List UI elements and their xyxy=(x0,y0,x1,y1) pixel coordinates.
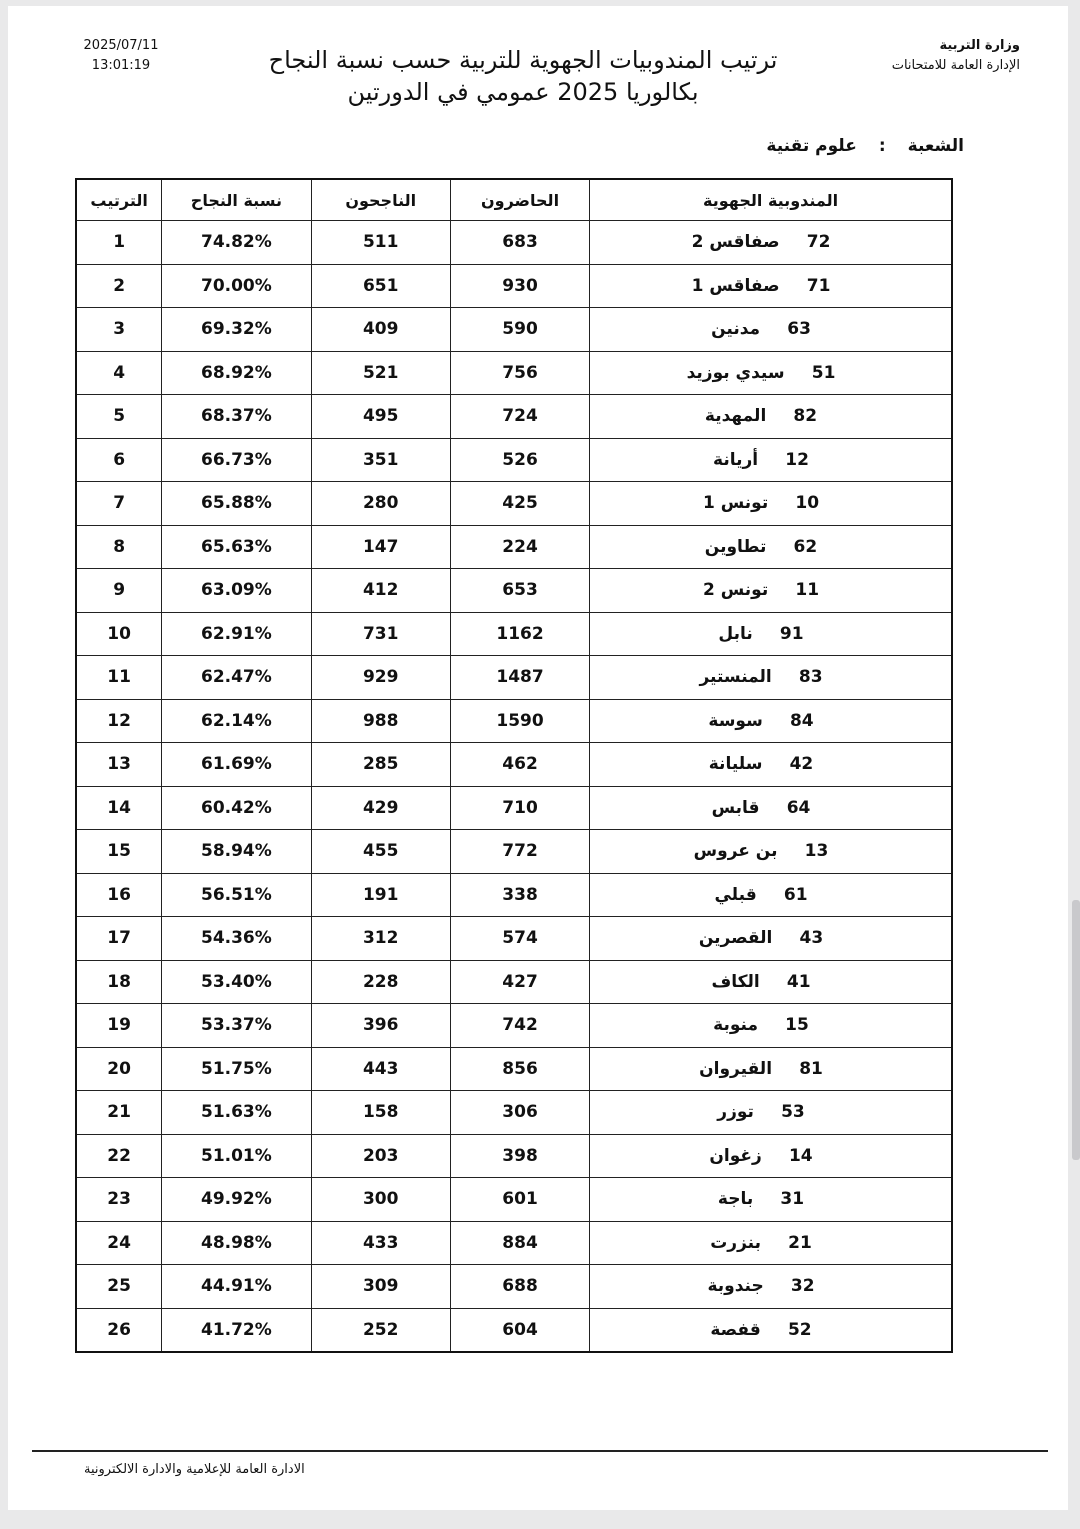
rank-cell: 26 xyxy=(76,1308,162,1352)
table-row xyxy=(76,743,952,787)
passed-cell: 731 xyxy=(311,612,450,656)
passed-cell: 429 xyxy=(311,786,450,830)
rank-cell: 20 xyxy=(76,1047,162,1091)
passed-cell: 988 xyxy=(311,699,450,743)
present-cell: 653 xyxy=(450,569,589,613)
table-row xyxy=(76,1134,952,1178)
table-row xyxy=(76,1047,952,1091)
print-timestamp xyxy=(66,36,176,76)
footer-text: الادارة العامة للإعلامية والادارة الالكترونية xyxy=(84,1462,305,1477)
table-row xyxy=(76,960,952,1004)
region-code: 72 xyxy=(806,232,831,253)
passed-cell: 158 xyxy=(311,1091,450,1135)
table-row xyxy=(76,1004,952,1048)
rate-cell: 68.37% xyxy=(162,395,311,439)
document-title xyxy=(178,44,868,108)
region-code: 51 xyxy=(811,362,836,383)
table-row xyxy=(76,1308,952,1352)
branch-separator: : xyxy=(878,136,886,156)
present-cell: 526 xyxy=(450,438,589,482)
region-cell xyxy=(590,221,952,265)
present-cell: 772 xyxy=(450,830,589,874)
rank-cell: 5 xyxy=(76,395,162,439)
rate-cell: 41.72% xyxy=(162,1308,311,1352)
region-code: 81 xyxy=(799,1058,823,1079)
ministry-name: وزارة التربية xyxy=(939,38,1020,53)
table-row xyxy=(76,395,952,439)
table-row xyxy=(76,438,952,482)
region-code: 32 xyxy=(790,1276,815,1297)
table-row xyxy=(76,308,952,352)
region-cell xyxy=(590,308,952,352)
region-name: تطاوين xyxy=(704,536,767,557)
table-row xyxy=(76,351,952,395)
table-row xyxy=(76,873,952,917)
title-line-1: ترتيب المندوبيات الجهوية للتربية حسب نسبة النجاح xyxy=(268,46,778,74)
region-name: صفاقس 2 xyxy=(691,232,780,253)
region-code: 12 xyxy=(785,449,809,470)
rate-cell: 48.98% xyxy=(162,1221,311,1265)
print-time: 13:01:19 xyxy=(91,58,151,73)
region-name: تونس 1 xyxy=(702,493,769,514)
region-code: 61 xyxy=(783,884,808,905)
region-cell xyxy=(590,525,952,569)
region-cell xyxy=(590,873,952,917)
rate-cell: 44.91% xyxy=(162,1265,311,1309)
region-cell xyxy=(590,917,952,961)
region-code: 31 xyxy=(780,1189,805,1210)
rank-cell: 25 xyxy=(76,1265,162,1309)
region-code: 11 xyxy=(795,580,820,601)
region-name: المهدية xyxy=(704,406,767,427)
region-name: المنستير xyxy=(699,667,772,688)
rate-cell: 62.47% xyxy=(162,656,311,700)
passed-cell: 433 xyxy=(311,1221,450,1265)
issuer-block xyxy=(850,36,1020,76)
region-cell xyxy=(590,699,952,743)
present-cell: 462 xyxy=(450,743,589,787)
directorate-name: الإدارة العامة للامتحانات xyxy=(891,58,1020,73)
passed-cell: 285 xyxy=(311,743,450,787)
region-cell xyxy=(590,1134,952,1178)
table-row xyxy=(76,1178,952,1222)
region-code: 84 xyxy=(789,710,814,731)
rate-cell: 66.73% xyxy=(162,438,311,482)
passed-cell: 929 xyxy=(311,656,450,700)
region-cell xyxy=(590,656,952,700)
passed-cell: 300 xyxy=(311,1178,450,1222)
region-cell xyxy=(590,395,952,439)
rank-cell: 21 xyxy=(76,1091,162,1135)
passed-cell: 495 xyxy=(311,395,450,439)
rank-cell: 23 xyxy=(76,1178,162,1222)
region-cell xyxy=(590,264,952,308)
region-name: سليانة xyxy=(708,754,763,775)
region-cell xyxy=(590,786,952,830)
region-cell xyxy=(590,612,952,656)
rank-cell: 11 xyxy=(76,656,162,700)
passed-cell: 511 xyxy=(311,221,450,265)
passed-cell: 280 xyxy=(311,482,450,526)
region-name: توزر xyxy=(717,1102,754,1123)
region-cell xyxy=(590,960,952,1004)
col-rank-header: الترتيب xyxy=(76,179,162,221)
present-cell: 604 xyxy=(450,1308,589,1352)
region-code: 52 xyxy=(787,1319,812,1340)
region-name: تونس 2 xyxy=(702,580,769,601)
rank-cell: 3 xyxy=(76,308,162,352)
table-row xyxy=(76,264,952,308)
present-cell: 683 xyxy=(450,221,589,265)
rate-cell: 61.69% xyxy=(162,743,311,787)
region-code: 62 xyxy=(793,536,818,557)
present-cell: 425 xyxy=(450,482,589,526)
passed-cell: 228 xyxy=(311,960,450,1004)
present-cell: 398 xyxy=(450,1134,589,1178)
rate-cell: 65.63% xyxy=(162,525,311,569)
present-cell: 427 xyxy=(450,960,589,1004)
region-cell xyxy=(590,438,952,482)
rate-cell: 53.37% xyxy=(162,1004,311,1048)
region-cell xyxy=(590,830,952,874)
region-name: صفاقس 1 xyxy=(691,275,780,296)
rank-cell: 6 xyxy=(76,438,162,482)
passed-cell: 412 xyxy=(311,569,450,613)
rank-cell: 12 xyxy=(76,699,162,743)
region-name: الكاف xyxy=(711,971,760,992)
region-name: زغوان xyxy=(709,1145,762,1166)
passed-cell: 396 xyxy=(311,1004,450,1048)
region-name: القيروان xyxy=(699,1058,773,1079)
table-row xyxy=(76,525,952,569)
region-code: 82 xyxy=(793,406,818,427)
rate-cell: 68.92% xyxy=(162,351,311,395)
document-page xyxy=(8,6,1068,1510)
rate-cell: 51.01% xyxy=(162,1134,311,1178)
region-name: جندوبة xyxy=(707,1276,764,1297)
col-region-header: المندوبية الجهوية xyxy=(590,179,952,221)
rate-cell: 51.75% xyxy=(162,1047,311,1091)
rate-cell: 49.92% xyxy=(162,1178,311,1222)
region-name: قفصة xyxy=(710,1319,761,1340)
table-row xyxy=(76,656,952,700)
present-cell: 338 xyxy=(450,873,589,917)
rank-cell: 14 xyxy=(76,786,162,830)
footer-divider xyxy=(32,1450,1048,1452)
present-cell: 710 xyxy=(450,786,589,830)
region-name: سيدي بوزيد xyxy=(686,362,785,383)
region-name: بنزرت xyxy=(710,1232,761,1253)
region-name: أريانة xyxy=(713,449,759,470)
rank-cell: 2 xyxy=(76,264,162,308)
rate-cell: 51.63% xyxy=(162,1091,311,1135)
title-line-2: بكالوريا 2025 عمومي في الدورتين xyxy=(347,78,699,106)
rate-cell: 74.82% xyxy=(162,221,311,265)
col-passed-header: الناجحون xyxy=(311,179,450,221)
rank-cell: 18 xyxy=(76,960,162,1004)
region-name: قبلي xyxy=(714,884,757,905)
passed-cell: 651 xyxy=(311,264,450,308)
rate-cell: 58.94% xyxy=(162,830,311,874)
present-cell: 601 xyxy=(450,1178,589,1222)
rank-cell: 8 xyxy=(76,525,162,569)
present-cell: 884 xyxy=(450,1221,589,1265)
branch-label: الشعبة xyxy=(907,136,964,156)
rate-cell: 63.09% xyxy=(162,569,311,613)
region-code: 43 xyxy=(799,928,824,949)
rank-cell: 22 xyxy=(76,1134,162,1178)
rank-cell: 17 xyxy=(76,917,162,961)
region-cell xyxy=(590,482,952,526)
region-code: 53 xyxy=(781,1102,805,1123)
table-row xyxy=(76,221,952,265)
passed-cell: 309 xyxy=(311,1265,450,1309)
present-cell: 574 xyxy=(450,917,589,961)
present-cell: 224 xyxy=(450,525,589,569)
region-name: نابل xyxy=(718,623,753,644)
present-cell: 756 xyxy=(450,351,589,395)
passed-cell: 443 xyxy=(311,1047,450,1091)
region-code: 10 xyxy=(795,493,820,514)
rate-cell: 53.40% xyxy=(162,960,311,1004)
rank-cell: 15 xyxy=(76,830,162,874)
table-row xyxy=(76,917,952,961)
table-row xyxy=(76,612,952,656)
table-row xyxy=(76,1221,952,1265)
table-row xyxy=(76,1265,952,1309)
rank-cell: 9 xyxy=(76,569,162,613)
table-row xyxy=(76,569,952,613)
rate-cell: 70.00% xyxy=(162,264,311,308)
rank-cell: 10 xyxy=(76,612,162,656)
table-body xyxy=(76,221,952,1353)
rate-cell: 69.32% xyxy=(162,308,311,352)
region-code: 21 xyxy=(788,1232,812,1253)
present-cell: 856 xyxy=(450,1047,589,1091)
region-name: باجة xyxy=(717,1189,754,1210)
passed-cell: 409 xyxy=(311,308,450,352)
present-cell: 1487 xyxy=(450,656,589,700)
rate-cell: 62.91% xyxy=(162,612,311,656)
rank-cell: 19 xyxy=(76,1004,162,1048)
region-cell xyxy=(590,1004,952,1048)
present-cell: 742 xyxy=(450,1004,589,1048)
region-name: بن عروس xyxy=(693,841,778,862)
table-row xyxy=(76,830,952,874)
passed-cell: 203 xyxy=(311,1134,450,1178)
present-cell: 1162 xyxy=(450,612,589,656)
rank-cell: 16 xyxy=(76,873,162,917)
passed-cell: 191 xyxy=(311,873,450,917)
rate-cell: 54.36% xyxy=(162,917,311,961)
region-name: قابس xyxy=(711,797,760,818)
rank-cell: 1 xyxy=(76,221,162,265)
branch-value: علوم تقنية xyxy=(766,136,857,156)
table-row xyxy=(76,1091,952,1135)
region-code: 83 xyxy=(798,667,823,688)
ranking-table xyxy=(75,178,953,1353)
region-name: سوسة xyxy=(708,710,763,731)
region-cell xyxy=(590,743,952,787)
rank-cell: 4 xyxy=(76,351,162,395)
region-name: منوبة xyxy=(713,1015,758,1036)
region-code: 71 xyxy=(806,275,831,296)
region-code: 13 xyxy=(804,841,829,862)
rate-cell: 65.88% xyxy=(162,482,311,526)
col-present-header: الحاضرون xyxy=(450,179,589,221)
passed-cell: 252 xyxy=(311,1308,450,1352)
region-cell xyxy=(590,1308,952,1352)
passed-cell: 147 xyxy=(311,525,450,569)
region-code: 63 xyxy=(787,319,811,340)
region-cell xyxy=(590,1047,952,1091)
passed-cell: 521 xyxy=(311,351,450,395)
table-row xyxy=(76,786,952,830)
present-cell: 688 xyxy=(450,1265,589,1309)
region-cell xyxy=(590,1091,952,1135)
region-name: مدنين xyxy=(711,319,761,340)
region-code: 64 xyxy=(786,797,811,818)
region-name: القصرين xyxy=(698,928,773,949)
region-code: 14 xyxy=(788,1145,813,1166)
region-code: 15 xyxy=(785,1015,809,1036)
table-header-row xyxy=(76,179,952,221)
region-cell xyxy=(590,569,952,613)
rank-cell: 24 xyxy=(76,1221,162,1265)
rate-cell: 60.42% xyxy=(162,786,311,830)
passed-cell: 312 xyxy=(311,917,450,961)
present-cell: 306 xyxy=(450,1091,589,1135)
region-cell xyxy=(590,1221,952,1265)
branch-line xyxy=(766,136,964,156)
rank-cell: 7 xyxy=(76,482,162,526)
region-code: 41 xyxy=(786,971,811,992)
rate-cell: 62.14% xyxy=(162,699,311,743)
rank-cell: 13 xyxy=(76,743,162,787)
table-row xyxy=(76,482,952,526)
present-cell: 724 xyxy=(450,395,589,439)
region-cell xyxy=(590,1265,952,1309)
print-date: 2025/07/11 xyxy=(83,38,159,53)
passed-cell: 455 xyxy=(311,830,450,874)
rate-cell: 56.51% xyxy=(162,873,311,917)
table-row xyxy=(76,699,952,743)
region-cell xyxy=(590,351,952,395)
passed-cell: 351 xyxy=(311,438,450,482)
present-cell: 590 xyxy=(450,308,589,352)
region-code: 42 xyxy=(789,754,814,775)
present-cell: 930 xyxy=(450,264,589,308)
col-rate-header: نسبة النجاح xyxy=(162,179,311,221)
region-cell xyxy=(590,1178,952,1222)
vertical-scrollbar[interactable] xyxy=(1072,900,1080,1160)
region-code: 91 xyxy=(779,623,804,644)
present-cell: 1590 xyxy=(450,699,589,743)
